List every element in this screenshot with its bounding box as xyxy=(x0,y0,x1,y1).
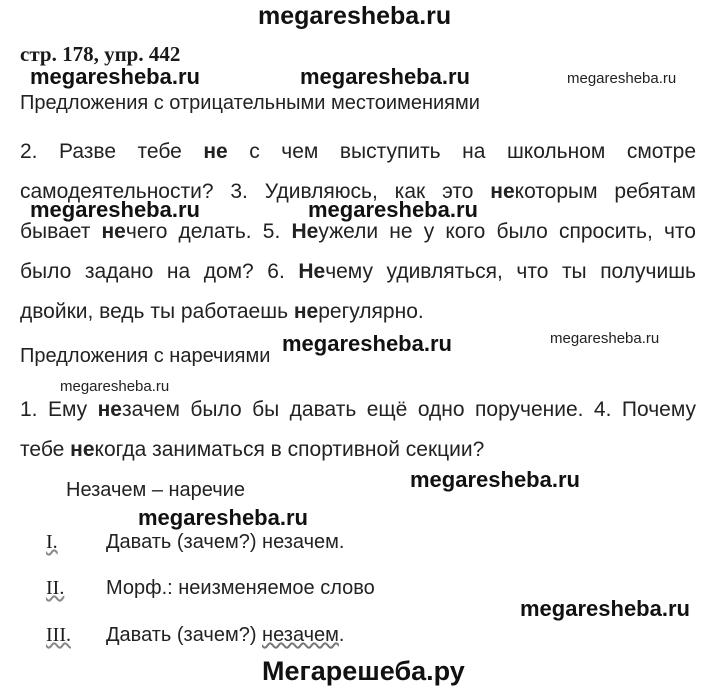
text-fragment: зачем было бы давать ещё одно поручение. 4. Почему тебе xyxy=(20,398,696,461)
text-fragment: ужели не у кого было спросить, что было задано на дом? 6. xyxy=(20,220,696,283)
bold-particle: Не xyxy=(298,260,326,283)
watermark: megaresheba.ru xyxy=(282,331,452,356)
text-fragment: регулярно. xyxy=(318,300,424,323)
text-fragment: 2. Разве тебе xyxy=(20,140,204,163)
section-heading-pronouns: Предложения с отрицательными местоимениями xyxy=(20,92,480,114)
text-fragment: Давать (зачем?) xyxy=(106,624,263,646)
bold-particle: Не xyxy=(291,220,319,243)
roman-numeral: III. xyxy=(46,624,71,646)
analysis-line xyxy=(106,624,344,647)
bold-particle: не xyxy=(293,300,319,323)
section-heading-adverbs: Предложения с наречиями xyxy=(20,345,271,367)
analysis-line: Давать (зачем?) незачем. xyxy=(106,531,345,553)
analysis-line: Морф.: неизменяемое слово xyxy=(106,577,375,599)
page-reference: стр. 178, упр. 442 xyxy=(20,42,181,66)
watermark: megaresheba.ru xyxy=(520,596,690,621)
paragraph-pronouns xyxy=(20,132,696,332)
watermark: megaresheba.ru xyxy=(300,64,470,89)
watermark: megaresheba.ru xyxy=(30,197,200,222)
bold-particle: не xyxy=(101,220,126,243)
paragraph-adverbs xyxy=(20,390,696,470)
text-fragment: чего делать. 5. xyxy=(125,220,292,243)
bold-particle: не xyxy=(203,140,228,163)
bold-particle: не xyxy=(70,438,95,461)
text-fragment: с чем выступить на школьном смотре самодеятельности? 3. Удивляюсь, как это xyxy=(20,140,696,203)
underlined-word: незачем xyxy=(262,624,339,646)
bold-particle: не xyxy=(97,398,122,421)
bold-particle: не xyxy=(490,180,515,203)
text-fragment: . xyxy=(338,624,345,646)
text-fragment: чему удивляться, что ты получишь двойки, ведь ты работаешь xyxy=(20,260,696,323)
watermark: megaresheba.ru xyxy=(308,197,478,222)
watermark: megaresheba.ru xyxy=(138,505,308,530)
footer-brand: Мегарешеба.ру xyxy=(262,656,465,686)
analysis-title: Незачем – наречие xyxy=(66,479,245,501)
watermark: megaresheba.ru xyxy=(567,70,677,87)
watermark: megaresheba.ru xyxy=(30,64,200,89)
watermark-top: megaresheba.ru xyxy=(258,2,452,30)
text-fragment: 1. Ему xyxy=(20,398,98,421)
roman-numeral: I. xyxy=(46,531,58,553)
watermark: megaresheba.ru xyxy=(550,330,660,347)
text-fragment: которым ребятам бывает xyxy=(20,180,696,243)
watermark: megaresheba.ru xyxy=(60,378,170,395)
watermark: megaresheba.ru xyxy=(410,467,580,492)
text-fragment: когда заниматься в спортивной секции? xyxy=(94,438,485,461)
roman-numeral: II. xyxy=(46,577,65,599)
